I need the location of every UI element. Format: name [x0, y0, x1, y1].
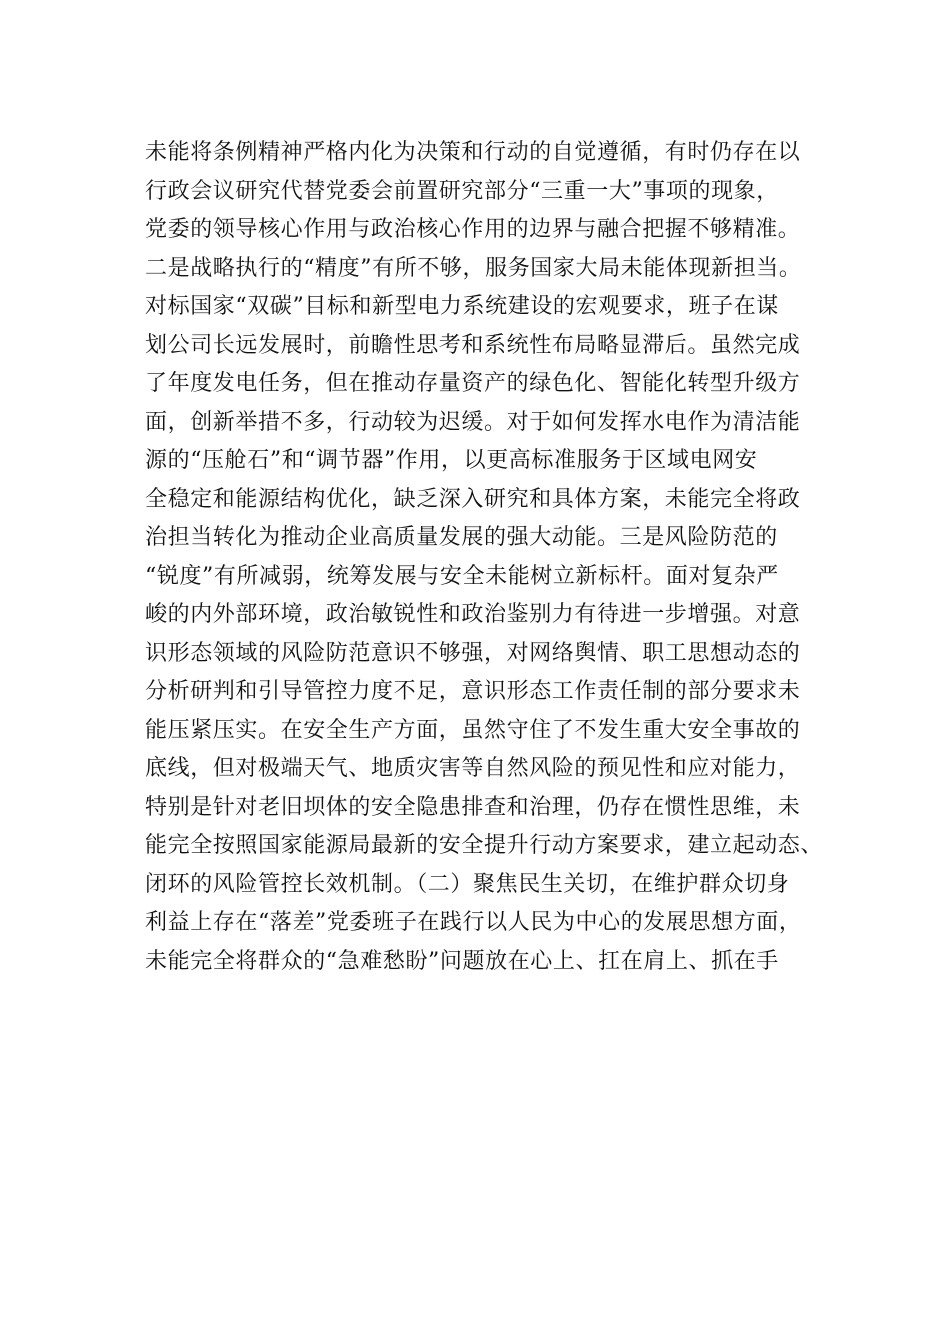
text-line: 峻的内外部环境，政治敏锐性和政治鉴别力有待进一步增强。对意: [145, 602, 801, 627]
text-line: 面，创新举措不多，行动较为迟缓。对于如何发挥水电作为清洁能: [145, 409, 801, 435]
text-line: 党委的领导核心作用与政治核心作用的边界与融合把握不够精准。: [145, 217, 801, 242]
text-line: 对标国家“双碳”目标和新型电力系统建设的宏观要求，班子在谋: [145, 294, 779, 319]
text-line: “锐度”有所减弱，统筹发展与安全未能树立新标杆。面对复杂严: [145, 563, 779, 589]
text-line: 源的“压舱石”和“调节器”作用，以更高标准服务于区域电网安: [145, 448, 758, 473]
text-line: 未能完全将群众的“急难愁盼”问题放在心上、扛在肩上、抓在手: [145, 948, 779, 974]
text-line: 能完全按照国家能源局最新的安全提升行动方案要求，建立起动态、: [145, 833, 824, 858]
text-line: 特别是针对老旧坝体的安全隐患排查和治理，仍存在惯性思维，未: [145, 794, 801, 820]
text-line: 全稳定和能源结构优化，缺乏深入研究和具体方案，未能完全将政: [145, 486, 801, 512]
text-line: 分析研判和引导管控力度不足，意识形态工作责任制的部分要求未: [145, 679, 801, 704]
text-line: 划公司长远发展时，前瞻性思考和系统性布局略显滞后。虽然完成: [145, 332, 801, 358]
text-line: 底线，但对极端天气、地质灾害等自然风险的预见性和应对能力，: [145, 756, 801, 781]
text-line: 二是战略执行的“精度”有所不够，服务国家大局未能体现新担当。: [145, 255, 802, 281]
text-line: 行政会议研究代替党委会前置研究部分“三重一大”事项的现象，: [145, 178, 779, 204]
text-line: 闭环的风险管控长效机制。（二）聚焦民生关切，在维护群众切身: [145, 871, 790, 897]
text-line: 治担当转化为推动企业高质量发展的强大动能。三是风险防范的: [145, 525, 778, 550]
text-line: 了年度发电任务，但在推动存量资产的绿色化、智能化转型升级方: [145, 371, 801, 396]
body-text: [145, 134, 835, 981]
text-line: 利益上存在“落差”党委班子在践行以人民为中心的发展思想方面，: [145, 910, 802, 935]
text-line: 能压紧压实。在安全生产方面，虽然守住了不发生重大安全事故的: [145, 717, 801, 743]
text-line: 识形态领域的风险防范意识不够强，对网络舆情、职工思想动态的: [145, 640, 801, 666]
text-line: 未能将条例精神严格内化为决策和行动的自觉遵循，有时仍存在以: [145, 140, 801, 165]
